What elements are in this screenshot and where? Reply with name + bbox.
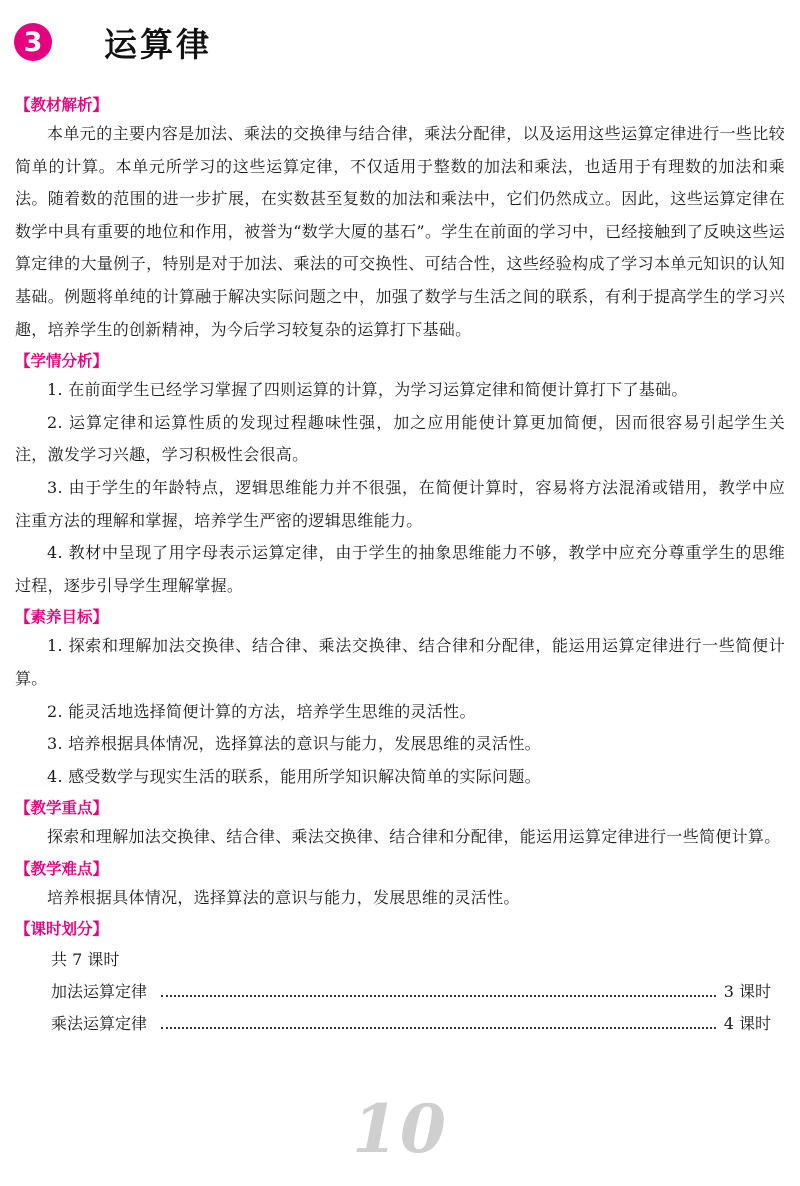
paragraph: 2. 能灵活地选择简便计算的方法，培养学生思维的灵活性。	[47, 701, 476, 721]
paragraph: 1. 在前面学生已经学习掌握了四则运算的计算，为学习运算定律和简便计算打下了基础。	[47, 380, 688, 400]
section-heading: 【教学重点】	[15, 799, 109, 818]
section-competency-goals	[15, 604, 785, 793]
section-heading: 【教材解析】	[15, 96, 109, 114]
lesson-name: 加法运算定律	[51, 982, 148, 1002]
paragraph: 3. 由于学生的年龄特点，逻辑思维能力并不很强，在简便计算时，容易将方法混淆或错用，教学中应注重方法的理解和掌握，培养学生严密的逻辑思维能力。	[15, 477, 785, 530]
content	[15, 90, 785, 1040]
section-learner-analysis	[15, 348, 785, 602]
dot-leader	[161, 994, 716, 997]
lesson-row	[15, 976, 785, 1008]
section-heading: 【素养目标】	[15, 608, 109, 627]
paragraph: 2. 运算定律和运算性质的发现过程趣味性强，加之应用能使计算更加简便，因而很容易引起学生关注，激发学习兴趣，学习积极性会很高。	[15, 412, 785, 465]
chapter-header	[14, 16, 212, 68]
paragraph: 探索和理解加法交换律、结合律、乘法交换律、结合律和分配律，能运用运算定律进行一些简便计算。	[47, 827, 781, 847]
lesson-hours: 4 课时	[723, 1014, 771, 1034]
lesson-row	[15, 1008, 785, 1040]
section-difficulties	[15, 856, 785, 915]
paragraph: 1. 探索和理解加法交换律、结合律、乘法交换律、结合律和分配律，能运用运算定律进行一些简便计算。	[15, 636, 785, 688]
lesson-hours: 3 课时	[723, 982, 771, 1002]
dot-leader	[161, 1026, 716, 1029]
lesson-total: 共 7 课时	[51, 950, 120, 970]
section-heading: 【课时划分】	[15, 920, 109, 939]
paragraph: 培养根据具体情况，选择算法的意识与能力，发展思维的灵活性。	[47, 887, 520, 907]
section-key-points	[15, 795, 785, 854]
paragraph: 4. 教材中呈现了用字母表示运算定律，由于学生的抽象思维能力不够，教学中应充分尊重学生的思维过程，逐步引导学生理解掌握。	[15, 543, 785, 595]
paragraph: 本单元的主要内容是加法、乘法的交换律与结合律，乘法分配律，以及运用这些运算定律进行一些比较简单的计算。本单元所学习的这些运算定律，不仅适用于整数的加法和乘法，也适用于有理数的加法和乘法。随着数的范围的进一步扩展，在实数甚至复数的加法和乘法中，它们仍然成立。因此，这些运算定律在数学中具有重要的地位和作用，被誉为“数学大厦的基石”。学生在前面的学习中，已经接触到了反映这些运算定律的大量例子，特别是对于加法、乘法的可交换性、可结合性，这些经验构成了学习本单元知识的认知基础。例题将单纯的计算融于解决实际问题之中，加强了数学与生活之间的联系，有利于提高学生的学习兴趣，培养学生的创新精神，为今后学习较复杂的运算打下基础。	[15, 124, 785, 339]
section-heading: 【学情分析】	[15, 352, 109, 371]
chapter-title: 运算律	[104, 24, 212, 64]
lesson-name: 乘法运算定律	[51, 1014, 148, 1034]
lesson-list	[15, 944, 785, 1040]
section-lesson-schedule	[15, 916, 785, 1040]
paragraph: 3. 培养根据具体情况，选择算法的意识与能力，发展思维的灵活性。	[47, 734, 541, 754]
section-heading: 【教学难点】	[15, 859, 109, 878]
section-textbook-analysis	[15, 92, 785, 346]
chapter-number-badge: 3	[14, 23, 52, 61]
page-number: 10	[352, 1090, 448, 1168]
paragraph: 4. 感受数学与现实生活的联系，能用所学知识解决简单的实际问题。	[47, 766, 541, 786]
